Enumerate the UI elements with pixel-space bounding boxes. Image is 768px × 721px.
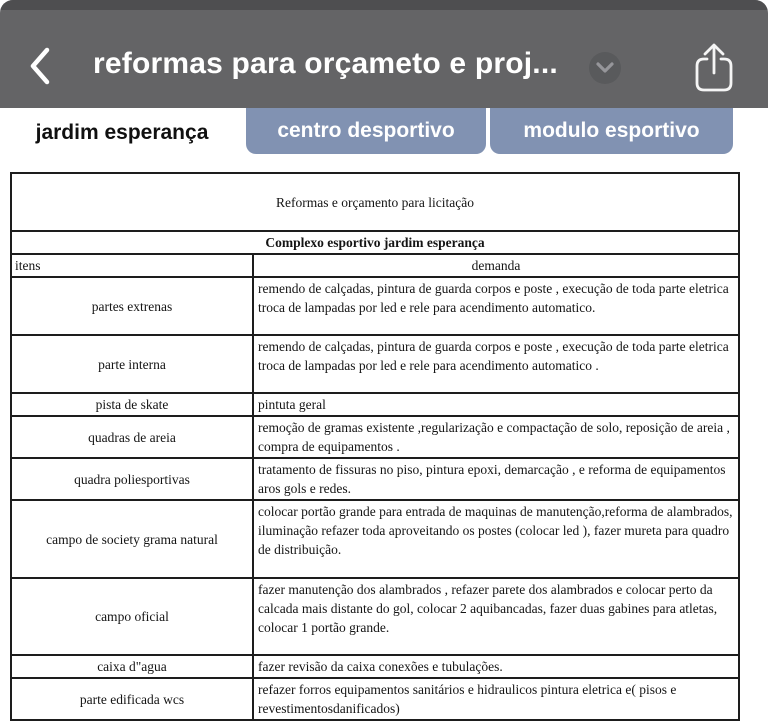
column-header-itens[interactable]: itens — [11, 254, 253, 277]
section-header-cell[interactable]: Complexo esportivo jardim esperança — [11, 231, 739, 254]
status-bar-strip — [0, 0, 768, 10]
spreadsheet-table — [10, 172, 740, 721]
table-row — [11, 500, 739, 578]
back-button[interactable] — [20, 42, 60, 90]
demand-cell[interactable]: remendo de calçadas, pintura de guarda corpos e poste , execução de toda parte eletrica troca de lampadas por led e rele para acendimento automatico . — [253, 335, 739, 393]
demand-cell[interactable]: remoção de gramas existente ,regularização e compactação de solo, reposição de areia , compra de equipamentos . — [253, 416, 739, 458]
demand-cell[interactable]: pintuta geral — [253, 393, 739, 416]
section-header-row — [11, 231, 739, 254]
tab-modulo-esportivo[interactable]: modulo esportivo — [490, 108, 733, 154]
chevron-down-icon — [595, 61, 615, 75]
demand-cell[interactable]: colocar portão grande para entrada de maquinas de manutenção,reforma de alambrados, iluminação refazer toda aproveitando os postes (colocar led ), fazer mureta para quadro de distribuição. — [253, 500, 739, 578]
table-row — [11, 393, 739, 416]
demand-cell[interactable]: tratamento de fissuras no piso, pintura epoxi, demarcação , e reforma de equipamentos aros gols e redes. — [253, 458, 739, 500]
item-cell[interactable]: campo de society grama natural — [11, 500, 253, 578]
table-row — [11, 335, 739, 393]
table-row — [11, 678, 739, 720]
demand-cell[interactable]: fazer manutenção dos alambrados , refazer parete dos alambrados e colocar perto da calcada mais distante do gol, colocar 2 aquibancadas, fazer duas gabines para atletas, colocar 1 portão grande. — [253, 578, 739, 655]
tab-centro-desportivo[interactable]: centro desportivo — [246, 108, 486, 154]
share-button[interactable] — [691, 42, 737, 94]
demand-cell[interactable]: remendo de calçadas, pintura de guarda corpos e poste , execução de toda parte eletrica troca de lampadas por led e rele para acendimento automatico. — [253, 277, 739, 335]
item-cell[interactable]: parte edificada wcs — [11, 678, 253, 720]
table-row — [11, 655, 739, 678]
item-cell[interactable]: caixa d"agua — [11, 655, 253, 678]
document-title[interactable]: reformas para orçameto e proj... — [93, 47, 558, 80]
demand-cell[interactable]: fazer revisão da caixa conexões e tubulações. — [253, 655, 739, 678]
navigation-bar — [0, 0, 768, 108]
table-row — [11, 458, 739, 500]
table-row — [11, 578, 739, 655]
chevron-left-icon — [28, 46, 52, 86]
item-cell[interactable]: partes extrenas — [11, 277, 253, 335]
item-cell[interactable]: pista de skate — [11, 393, 253, 416]
spreadsheet-area — [10, 172, 740, 721]
sheet-title-cell[interactable]: Reformas e orçamento para licitação — [11, 173, 739, 231]
item-cell[interactable]: campo oficial — [11, 578, 253, 655]
item-cell[interactable]: quadra poliesportivas — [11, 458, 253, 500]
table-row — [11, 416, 739, 458]
column-header-row — [11, 254, 739, 277]
item-cell[interactable]: quadras de areia — [11, 416, 253, 458]
column-header-demanda[interactable]: demanda — [253, 254, 739, 277]
sheet-tabs — [0, 108, 768, 160]
item-cell[interactable]: parte interna — [11, 335, 253, 393]
share-icon — [692, 42, 736, 94]
demand-cell[interactable]: refazer forros equipamentos sanitários e hidraulicos pintura eletrica e( pisos e revestimentosdanificados) — [253, 678, 739, 720]
title-dropdown-button[interactable] — [589, 52, 621, 84]
table-row — [11, 277, 739, 335]
sheet-title-row — [11, 173, 739, 231]
tab-jardim-esperanca[interactable]: jardim esperança — [2, 108, 242, 158]
